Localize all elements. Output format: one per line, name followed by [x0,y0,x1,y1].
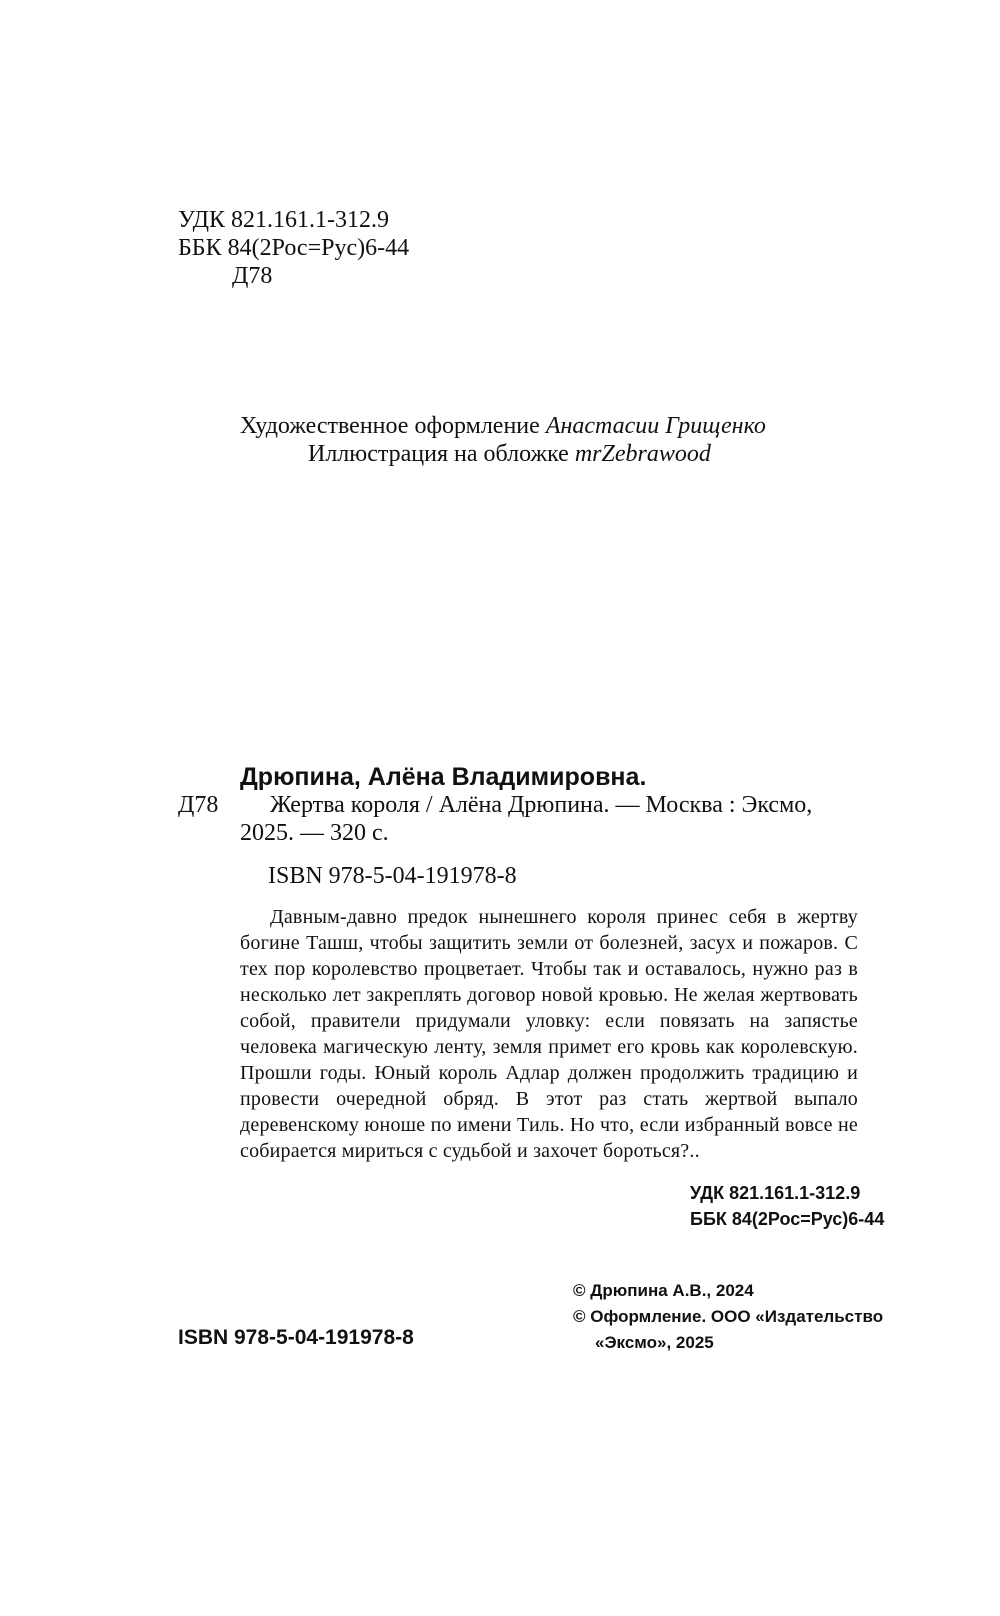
bbk-code-top: ББК 84(2Рос=Рус)6-44 [178,235,410,261]
author-code-entry: Д78 [178,792,219,818]
designer-name: Анастасии Грищенко [545,413,766,439]
illustration-credit-label: Иллюстрация на обложке [308,441,575,467]
copyright-design-line-1: © Оформление. ООО «Издательство [573,1307,884,1326]
copyright-design-line-2: «Эксмо», 2025 [595,1333,714,1352]
isbn-bottom: ISBN 978-5-04-191978-8 [178,1326,414,1349]
bbk-code-bottom: ББК 84(2Рос=Рус)6-44 [690,1209,885,1229]
annotation-paragraph: Давным-давно предок нынешнего короля принес себя в жертву богине Ташш, чтобы защитить земли от болезней, засух и пожаров. С тех пор королевство процветает. Чтобы так и оставалось, нужно раз в несколько лет закреплять договор новой кровью. Не желая жертвовать собой, правители придумали уловку: если повязать на запястье человека магическую ленту, земля примет его кровь как королевскую. Прошли годы. Юный король Адлар должен продолжить традицию и провести очередной обряд. В этот раз стать жертвой выпало деревенскому юноше по имени Тиль. Но что, если избранный вовсе не собирается мириться с судьбой и захочет бороться?.. [240,906,858,1162]
author-heading: Дрюпина, Алёна Владимировна. [240,763,647,791]
author-code-top: Д78 [232,263,273,289]
illustrator-name: mrZebrawood [574,441,711,467]
isbn-entry: ISBN 978-5-04-191978-8 [268,863,517,889]
design-credit-label: Художественное оформление [240,413,546,439]
bibliographic-description-line-1: Жертва короля / Алёна Дрюпина. — Москва : Эксмо, [270,792,813,818]
illustration-credit [308,440,711,468]
design-credit [240,412,766,440]
udk-code-top: УДК 821.161.1-312.9 [178,207,389,233]
udk-code-bottom: УДК 821.161.1-312.9 [690,1183,861,1203]
copyright-author: © Дрюпина А.В., 2024 [573,1281,754,1300]
bibliographic-description-line-2: 2025. — 320 с. [240,820,389,846]
